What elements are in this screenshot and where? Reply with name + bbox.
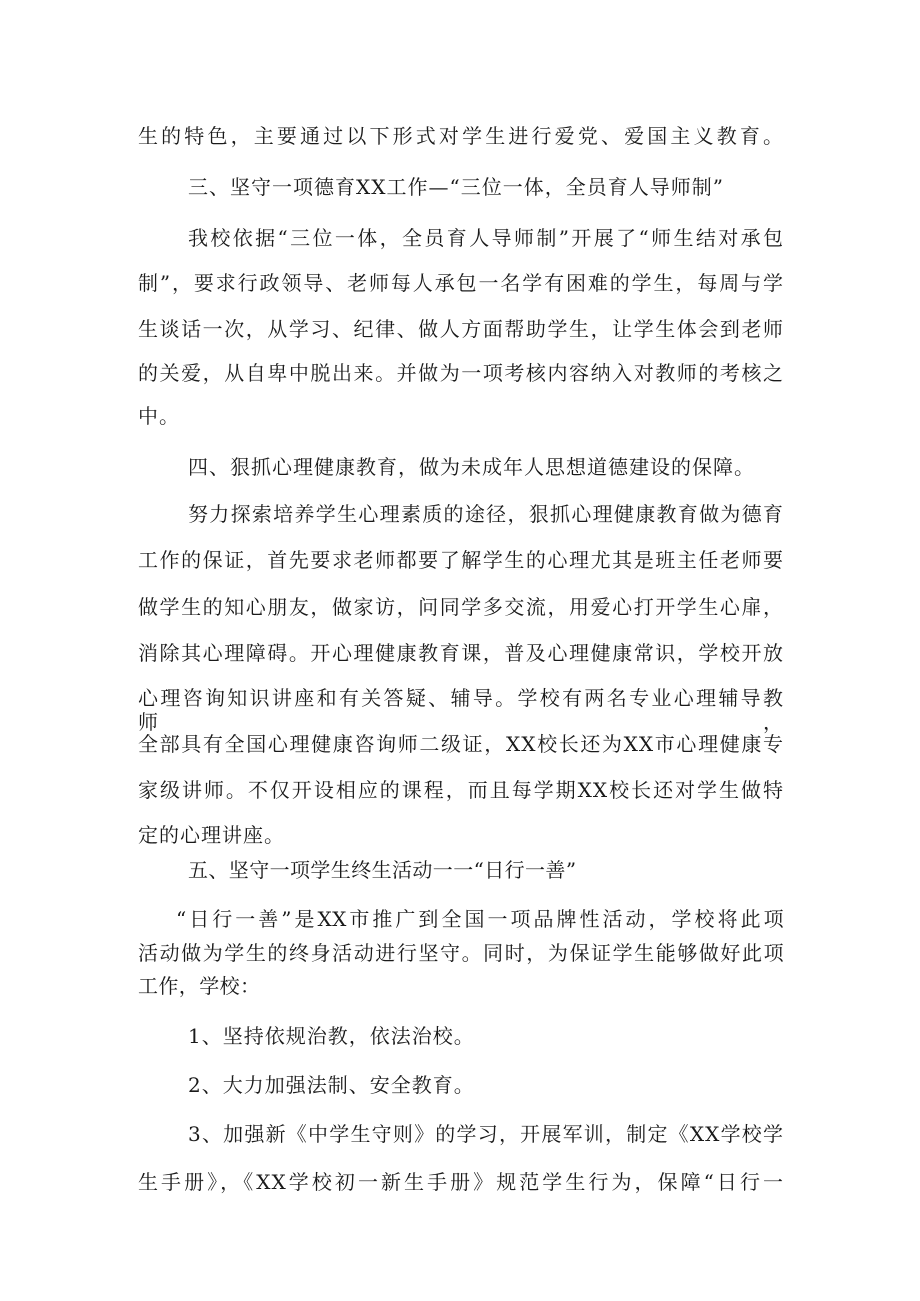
list-item: 2、大力加强法制、安全教育。 <box>188 1073 475 1097</box>
paragraph-line: 定的心理讲座。 <box>138 823 285 847</box>
paragraph-line: 活动做为学生的终身活动进行坚守。同时，为保证学生能够做好此项 <box>138 941 784 965</box>
paragraph-line: 工作，学校： <box>138 974 261 998</box>
paragraph-line: 心理咨询知识讲座和有关答疑、辅导。学校有两名专业心理辅导教师， <box>138 686 784 734</box>
section-heading-3: 三、坚守一项德育XX工作—“三位一体，全员育人导师制” <box>188 175 724 199</box>
paragraph-line: 的关爱，从自卑中脱出来。并做为一项考核内容纳入对教师的考核之 <box>138 361 784 385</box>
paragraph-line: 工作的保证，首先要求老师都要了解学生的心理尤其是班主任老师要 <box>138 548 784 572</box>
list-item: 1、坚持依规治教，依法治校。 <box>188 1024 475 1048</box>
paragraph-line: 消除其心理障碍。开心理健康教育课，普及心理健康常识，学校开放 <box>138 641 784 665</box>
paragraph-line: 努力探索培养学生心理素质的途径，狠抓心理健康教育做为德育 <box>188 502 784 526</box>
paragraph-line: “日行一善”是XX市推广到全国一项品牌性活动，学校将此项 <box>176 907 784 931</box>
list-item-continuation: 生手册》，《XX学校初一新生手册》规范学生行为，保障“日行一 <box>138 1170 784 1194</box>
paragraph-line: 生的特色，主要通过以下形式对学生进行爱党、爱国主义教育。 <box>138 124 784 148</box>
paragraph-line: 我校依据“三位一体，全员育人导师制”开展了“师生结对承包 <box>188 226 784 250</box>
paragraph-line: 中。 <box>138 404 180 428</box>
paragraph-line: 全部具有全国心理健康咨询师二级证，XX校长还为XX市心理健康专 <box>138 732 784 756</box>
paragraph-line: 做学生的知心朋友，做家访，问同学多交流，用爱心打开学生心扉， <box>138 595 784 619</box>
paragraph-line: 生谈话一次，从学习、纪律、做人方面帮助学生，让学生体会到老师 <box>138 317 784 341</box>
section-heading-4: 四、狠抓心理健康教育，做为未成年人思想道德建设的保障。 <box>188 455 755 479</box>
paragraph-line: 家级讲师。不仅开设相应的课程，而且每学期XX校长还对学生做特 <box>138 778 784 802</box>
list-item: 3、加强新《中学生守则》的学习，开展军训，制定《XX学校学 <box>188 1122 784 1146</box>
paragraph-line: 制”，要求行政领导、老师每人承包一名学有困难的学生，每周与学 <box>138 271 784 295</box>
section-heading-5: 五、坚守一项学生终生活动一一“日行一善” <box>188 858 577 882</box>
